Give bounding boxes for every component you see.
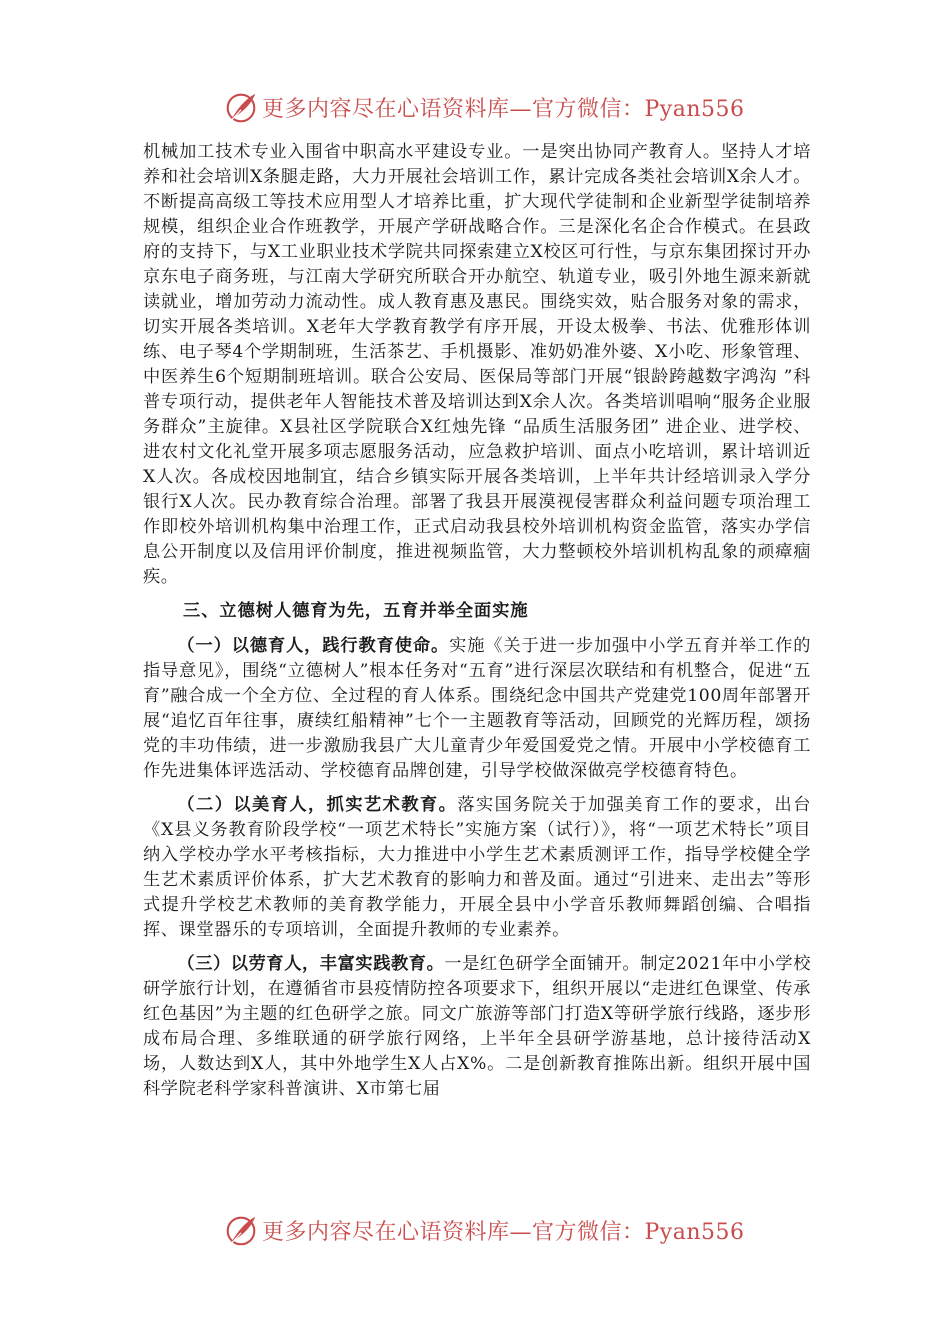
moral-education-lead: （一）以德育人，践行教育使命。 [177, 636, 450, 656]
feather-pen-logo-icon [222, 1211, 260, 1249]
art-education-paragraph [143, 793, 811, 943]
intro-paragraph: 机械加工技术专业入围省中职高水平建设专业。一是突出协同产教育人。坚持人才培养和社会培训X条腿走路，大力开展社会培训工作，累计完成各类社会培训X余人才。不断提高高级工等技术应用型人才培养比重，扩大现代学徒制和企业新型学徒制培养规模，组织企业合作班教学，开展产学研战略合作。三是深化名企合作模式。在县政府的支持下，与X工业职业技术学院共同探索建立X校区可行性，与京东集团探讨开办京东电子商务班，与江南大学研究所联合开办航空、轨道专业，吸引外地生源来新就读就业，增加劳动力流动性。成人教育惠及惠民。围绕实效，贴合服务对象的需求，切实开展各类培训。X老年大学教育教学有序开展，开设太极拳、书法、优雅形体训练、电子琴4个学期制班，生活茶艺、手机摄影、准奶奶准外婆、X小吃、形象管理、中医养生6个短期制班培训。联合公安局、医保局等部门开展“银龄跨越数字鸿沟 ”科普专项行动，提供老年人智能技术普及培训达到X余人次。各类培训唱响“服务企业服务群众”主旋律。X县社区学院联合X红烛先锋 “品质生活服务团” 进企业、进学校、进农村文化礼堂开展多项志愿服务活动，应急救护培训、面点小吃培训，累计培训近X人次。各成校因地制宜，结合乡镇实际开展各类培训，上半年共计经培训录入学分银行X人次。民办教育综合治理。部署了我县开展漠视侵害群众利益问题专项治理工作即校外培训机构集中治理工作，正式启动我县校外培训机构资金监管，落实办学信息公开制度以及信用评价制度，推进视频监管，大力整顿校外培训机构乱象的顽瘴痼疾。 [143, 142, 811, 587]
feather-pen-logo-icon [222, 88, 260, 126]
art-education-lead: （二）以美育人，抓实艺术教育。 [177, 795, 458, 815]
section-heading: 三、立德树人德育为先，五育并举全面实施 [183, 601, 529, 621]
labor-education-text: 一是红色研学全面铺开。制定2021年中小学校研学旅行计划，在遵循省市县疫情防控各项要求下，组织开展以“走进红色课堂、传承红色基因”为主题的红色研学之旅。同文广旅游等部门打造X等研学旅行线路，逐步形成布局合理、多维联通的研学旅行网络，上半年全县研学游基地，总计接待活动X场，人数达到X人，其中外地学生X人占X%。二是创新教育推陈出新。组织开展中国科学院老科学家科普演讲、X市第七届 [143, 954, 811, 1099]
document-body [143, 140, 811, 1102]
labor-education-paragraph [143, 952, 811, 1102]
banner-text: 更多内容尽在心语资料库—官方微信：Pyan556 [262, 96, 745, 122]
footer-banner[interactable] [222, 1210, 745, 1250]
labor-education-lead: （三）以劳育人，丰富实践教育。 [177, 954, 445, 974]
moral-education-paragraph [143, 634, 811, 784]
art-education-text: 落实国务院关于加强美育工作的要求，出台《X县义务教育阶段学校“一项艺术特长”实施方案（试行）》，将“一项艺术特长”项目纳入学校办学水平考核指标，大力推进中小学生艺术素质测评工作，指导学校健全学生艺术素质评价体系，扩大艺术教育的影响力和普及面。通过“引进来、走出去”等形式提升学校艺术教师的美育教学能力，开展全县中小学音乐教师舞蹈创编、合唱指挥、课堂器乐的专项培训，全面提升教师的专业素养。 [143, 795, 811, 940]
moral-education-text: 实施《关于进一步加强中小学五育并举工作的指导意见》，围绕“立德树人”根本任务对“五育”进行深层次联结和有机整合，促进“五育”融合成一个全方位、全过程的育人体系。围绕纪念中国共产党建党100周年部署开展“追忆百年往事，赓续红船精神”七个一主题教育等活动，回顾党的光辉历程，颂扬党的丰功伟绩，进一步激励我县广大儿童青少年爱国爱党之情。开展中小学校德育工作先进集体评选活动、学校德育品牌创建，引导学校做深做亮学校德育特色。 [143, 636, 811, 781]
header-banner[interactable] [222, 87, 745, 127]
banner-text: 更多内容尽在心语资料库—官方微信：Pyan556 [262, 1219, 745, 1245]
